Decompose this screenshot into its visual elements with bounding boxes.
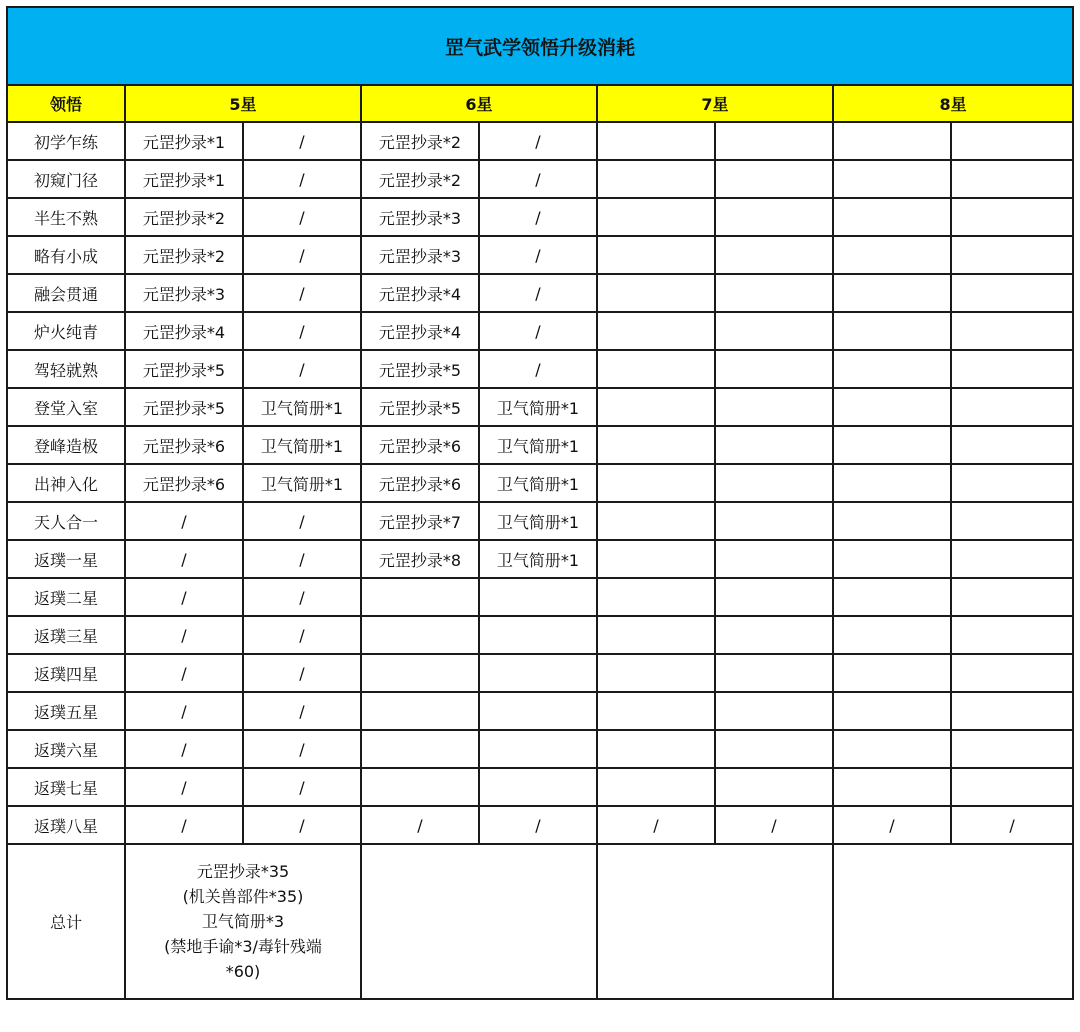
table-cell bbox=[951, 160, 1073, 198]
table-cell: / bbox=[243, 730, 361, 768]
table-cell bbox=[597, 540, 715, 578]
table-cell bbox=[361, 616, 479, 654]
table-cell bbox=[833, 274, 951, 312]
table-cell bbox=[833, 540, 951, 578]
cost-table bbox=[6, 6, 1074, 1000]
table-cell bbox=[833, 388, 951, 426]
table-cell bbox=[715, 388, 833, 426]
row-label: 返璞三星 bbox=[7, 616, 125, 654]
table-cell bbox=[715, 502, 833, 540]
table-cell bbox=[597, 312, 715, 350]
table-cell: / bbox=[479, 350, 597, 388]
table-cell bbox=[715, 654, 833, 692]
table-cell bbox=[833, 350, 951, 388]
table-cell bbox=[951, 616, 1073, 654]
table-cell: / bbox=[361, 806, 479, 844]
table-cell bbox=[715, 274, 833, 312]
table-cell: / bbox=[243, 502, 361, 540]
table-cell bbox=[715, 426, 833, 464]
table-row bbox=[7, 236, 1073, 274]
table-cell bbox=[597, 692, 715, 730]
table-cell bbox=[833, 692, 951, 730]
table-cell bbox=[951, 730, 1073, 768]
table-cell bbox=[951, 502, 1073, 540]
row-label: 返璞二星 bbox=[7, 578, 125, 616]
total-line: 元罡抄录*35 bbox=[196, 862, 290, 881]
table-cell bbox=[597, 464, 715, 502]
table-cell: / bbox=[243, 274, 361, 312]
table-cell: 元罡抄录*2 bbox=[125, 198, 243, 236]
row-label: 返璞五星 bbox=[7, 692, 125, 730]
table-cell bbox=[715, 730, 833, 768]
table-cell bbox=[715, 616, 833, 654]
table-cell bbox=[715, 540, 833, 578]
total-line: 卫气简册*3 bbox=[201, 912, 285, 931]
header-8-star: 8星 bbox=[833, 85, 1073, 122]
table-cell: / bbox=[479, 122, 597, 160]
row-label: 返璞六星 bbox=[7, 730, 125, 768]
row-label: 炉火纯青 bbox=[7, 312, 125, 350]
table-cell bbox=[951, 692, 1073, 730]
table-cell: 元罡抄录*6 bbox=[125, 426, 243, 464]
table-cell bbox=[833, 730, 951, 768]
table-cell bbox=[597, 730, 715, 768]
table-cell: / bbox=[243, 578, 361, 616]
table-cell bbox=[597, 654, 715, 692]
row-label: 略有小成 bbox=[7, 236, 125, 274]
table-cell: / bbox=[479, 236, 597, 274]
table-cell: 元罡抄录*1 bbox=[125, 160, 243, 198]
table-cell: 元罡抄录*6 bbox=[361, 464, 479, 502]
header-6-star: 6星 bbox=[361, 85, 597, 122]
table-cell: / bbox=[715, 806, 833, 844]
table-cell: / bbox=[125, 540, 243, 578]
row-label: 返璞四星 bbox=[7, 654, 125, 692]
table-cell: / bbox=[125, 578, 243, 616]
table-cell: 卫气简册*1 bbox=[479, 464, 597, 502]
table-row bbox=[7, 274, 1073, 312]
table-cell: / bbox=[243, 350, 361, 388]
table-cell bbox=[951, 312, 1073, 350]
table-cell bbox=[715, 236, 833, 274]
table-cell: / bbox=[243, 236, 361, 274]
table-cell: 卫气简册*1 bbox=[243, 464, 361, 502]
table-cell bbox=[833, 654, 951, 692]
table-cell: 元罡抄录*2 bbox=[361, 160, 479, 198]
table-cell bbox=[597, 426, 715, 464]
table-cell: / bbox=[243, 654, 361, 692]
header-5-star: 5星 bbox=[125, 85, 361, 122]
header-7-star: 7星 bbox=[597, 85, 833, 122]
table-cell: 元罡抄录*5 bbox=[125, 388, 243, 426]
table-row bbox=[7, 806, 1073, 844]
table-cell bbox=[479, 654, 597, 692]
header-insight: 领悟 bbox=[7, 85, 125, 122]
table-cell bbox=[597, 502, 715, 540]
table-cell bbox=[597, 274, 715, 312]
table-cell bbox=[715, 160, 833, 198]
cost-table-container bbox=[6, 6, 1072, 1000]
row-label: 驾轻就熟 bbox=[7, 350, 125, 388]
table-cell: / bbox=[479, 160, 597, 198]
table-cell bbox=[361, 692, 479, 730]
table-cell: 卫气简册*1 bbox=[243, 426, 361, 464]
table-cell bbox=[951, 540, 1073, 578]
table-cell: / bbox=[125, 654, 243, 692]
table-cell bbox=[597, 350, 715, 388]
table-cell bbox=[833, 312, 951, 350]
table-cell: / bbox=[243, 692, 361, 730]
table-cell bbox=[479, 616, 597, 654]
table-row bbox=[7, 350, 1073, 388]
table-cell bbox=[951, 654, 1073, 692]
table-row bbox=[7, 388, 1073, 426]
table-cell: 元罡抄录*5 bbox=[361, 388, 479, 426]
row-label: 返璞八星 bbox=[7, 806, 125, 844]
table-cell: 卫气简册*1 bbox=[479, 426, 597, 464]
table-cell: 元罡抄录*4 bbox=[361, 274, 479, 312]
table-cell: 元罡抄录*5 bbox=[125, 350, 243, 388]
table-cell bbox=[951, 198, 1073, 236]
table-cell: / bbox=[833, 806, 951, 844]
total-line: *60) bbox=[225, 962, 261, 981]
table-row bbox=[7, 502, 1073, 540]
table-cell bbox=[597, 578, 715, 616]
table-cell: / bbox=[125, 502, 243, 540]
table-cell bbox=[951, 768, 1073, 806]
table-cell: 元罡抄录*3 bbox=[361, 198, 479, 236]
table-cell: / bbox=[243, 160, 361, 198]
table-cell: 元罡抄录*4 bbox=[125, 312, 243, 350]
total-6-star bbox=[361, 844, 597, 999]
table-cell: 元罡抄录*2 bbox=[361, 122, 479, 160]
table-cell: / bbox=[597, 806, 715, 844]
table-cell: / bbox=[479, 198, 597, 236]
row-label: 初窥门径 bbox=[7, 160, 125, 198]
table-cell bbox=[597, 616, 715, 654]
table-cell bbox=[833, 502, 951, 540]
table-cell bbox=[833, 578, 951, 616]
table-row bbox=[7, 426, 1073, 464]
table-cell bbox=[479, 578, 597, 616]
table-cell bbox=[361, 768, 479, 806]
table-cell: / bbox=[243, 198, 361, 236]
row-label: 登峰造极 bbox=[7, 426, 125, 464]
total-label: 总计 bbox=[7, 844, 125, 999]
table-cell: 元罡抄录*4 bbox=[361, 312, 479, 350]
table-cell: / bbox=[479, 806, 597, 844]
table-cell bbox=[715, 198, 833, 236]
row-label: 登堂入室 bbox=[7, 388, 125, 426]
table-cell: / bbox=[243, 768, 361, 806]
table-cell bbox=[833, 198, 951, 236]
table-cell: 元罡抄录*6 bbox=[361, 426, 479, 464]
title-row bbox=[7, 7, 1073, 85]
row-label: 初学乍练 bbox=[7, 122, 125, 160]
table-row bbox=[7, 160, 1073, 198]
table-cell: 元罡抄录*8 bbox=[361, 540, 479, 578]
table-cell: / bbox=[243, 540, 361, 578]
total-5-star bbox=[125, 844, 361, 999]
table-cell bbox=[597, 198, 715, 236]
table-cell: / bbox=[243, 616, 361, 654]
row-label: 融会贯通 bbox=[7, 274, 125, 312]
table-cell: / bbox=[951, 806, 1073, 844]
table-cell: 卫气简册*1 bbox=[479, 502, 597, 540]
table-cell: 元罡抄录*3 bbox=[125, 274, 243, 312]
table-cell bbox=[951, 236, 1073, 274]
table-cell: / bbox=[479, 274, 597, 312]
table-cell: 元罡抄录*7 bbox=[361, 502, 479, 540]
table-row bbox=[7, 692, 1073, 730]
table-title: 罡气武学领悟升级消耗 bbox=[7, 7, 1073, 85]
total-7-star bbox=[597, 844, 833, 999]
table-cell: 元罡抄录*1 bbox=[125, 122, 243, 160]
table-cell bbox=[951, 388, 1073, 426]
table-row bbox=[7, 198, 1073, 236]
table-cell: 卫气简册*1 bbox=[243, 388, 361, 426]
table-cell bbox=[597, 768, 715, 806]
table-cell bbox=[833, 236, 951, 274]
table-cell: 卫气简册*1 bbox=[479, 388, 597, 426]
table-cell bbox=[715, 312, 833, 350]
table-cell bbox=[361, 654, 479, 692]
table-cell bbox=[597, 388, 715, 426]
table-cell bbox=[951, 426, 1073, 464]
row-label: 半生不熟 bbox=[7, 198, 125, 236]
table-cell bbox=[479, 730, 597, 768]
table-cell: 元罡抄录*5 bbox=[361, 350, 479, 388]
table-cell: / bbox=[125, 730, 243, 768]
table-cell bbox=[951, 464, 1073, 502]
table-cell bbox=[361, 578, 479, 616]
table-cell: / bbox=[125, 692, 243, 730]
table-cell: / bbox=[243, 122, 361, 160]
row-label: 天人合一 bbox=[7, 502, 125, 540]
table-cell bbox=[597, 236, 715, 274]
table-cell: / bbox=[243, 312, 361, 350]
table-cell: / bbox=[125, 806, 243, 844]
table-cell bbox=[833, 616, 951, 654]
table-cell bbox=[597, 122, 715, 160]
table-row bbox=[7, 312, 1073, 350]
table-cell bbox=[833, 122, 951, 160]
row-label: 返璞七星 bbox=[7, 768, 125, 806]
table-cell bbox=[951, 274, 1073, 312]
table-cell: / bbox=[125, 768, 243, 806]
table-cell bbox=[833, 464, 951, 502]
table-cell: / bbox=[125, 616, 243, 654]
total-line: (机关兽部件*35) bbox=[182, 887, 304, 906]
row-label: 出神入化 bbox=[7, 464, 125, 502]
table-cell bbox=[361, 730, 479, 768]
table-cell bbox=[715, 122, 833, 160]
table-row bbox=[7, 540, 1073, 578]
table-cell: / bbox=[243, 806, 361, 844]
header-row bbox=[7, 85, 1073, 122]
table-cell bbox=[833, 160, 951, 198]
table-cell bbox=[715, 768, 833, 806]
table-cell bbox=[951, 350, 1073, 388]
table-cell: 元罡抄录*2 bbox=[125, 236, 243, 274]
row-label: 返璞一星 bbox=[7, 540, 125, 578]
table-cell bbox=[715, 578, 833, 616]
table-cell bbox=[479, 692, 597, 730]
table-row bbox=[7, 768, 1073, 806]
table-cell: 元罡抄录*6 bbox=[125, 464, 243, 502]
total-8-star bbox=[833, 844, 1073, 999]
table-row bbox=[7, 578, 1073, 616]
table-row bbox=[7, 730, 1073, 768]
table-cell bbox=[597, 160, 715, 198]
table-row bbox=[7, 122, 1073, 160]
table-cell: / bbox=[479, 312, 597, 350]
table-cell: 卫气简册*1 bbox=[479, 540, 597, 578]
table-cell bbox=[833, 426, 951, 464]
table-row bbox=[7, 616, 1073, 654]
table-cell bbox=[951, 578, 1073, 616]
total-line: (禁地手谕*3/毒针残端 bbox=[164, 937, 322, 956]
table-cell bbox=[833, 768, 951, 806]
table-cell bbox=[715, 464, 833, 502]
table-row bbox=[7, 464, 1073, 502]
table-cell bbox=[479, 768, 597, 806]
total-row bbox=[7, 844, 1073, 999]
table-cell bbox=[715, 350, 833, 388]
table-cell bbox=[951, 122, 1073, 160]
table-cell: 元罡抄录*3 bbox=[361, 236, 479, 274]
table-cell bbox=[715, 692, 833, 730]
table-row bbox=[7, 654, 1073, 692]
